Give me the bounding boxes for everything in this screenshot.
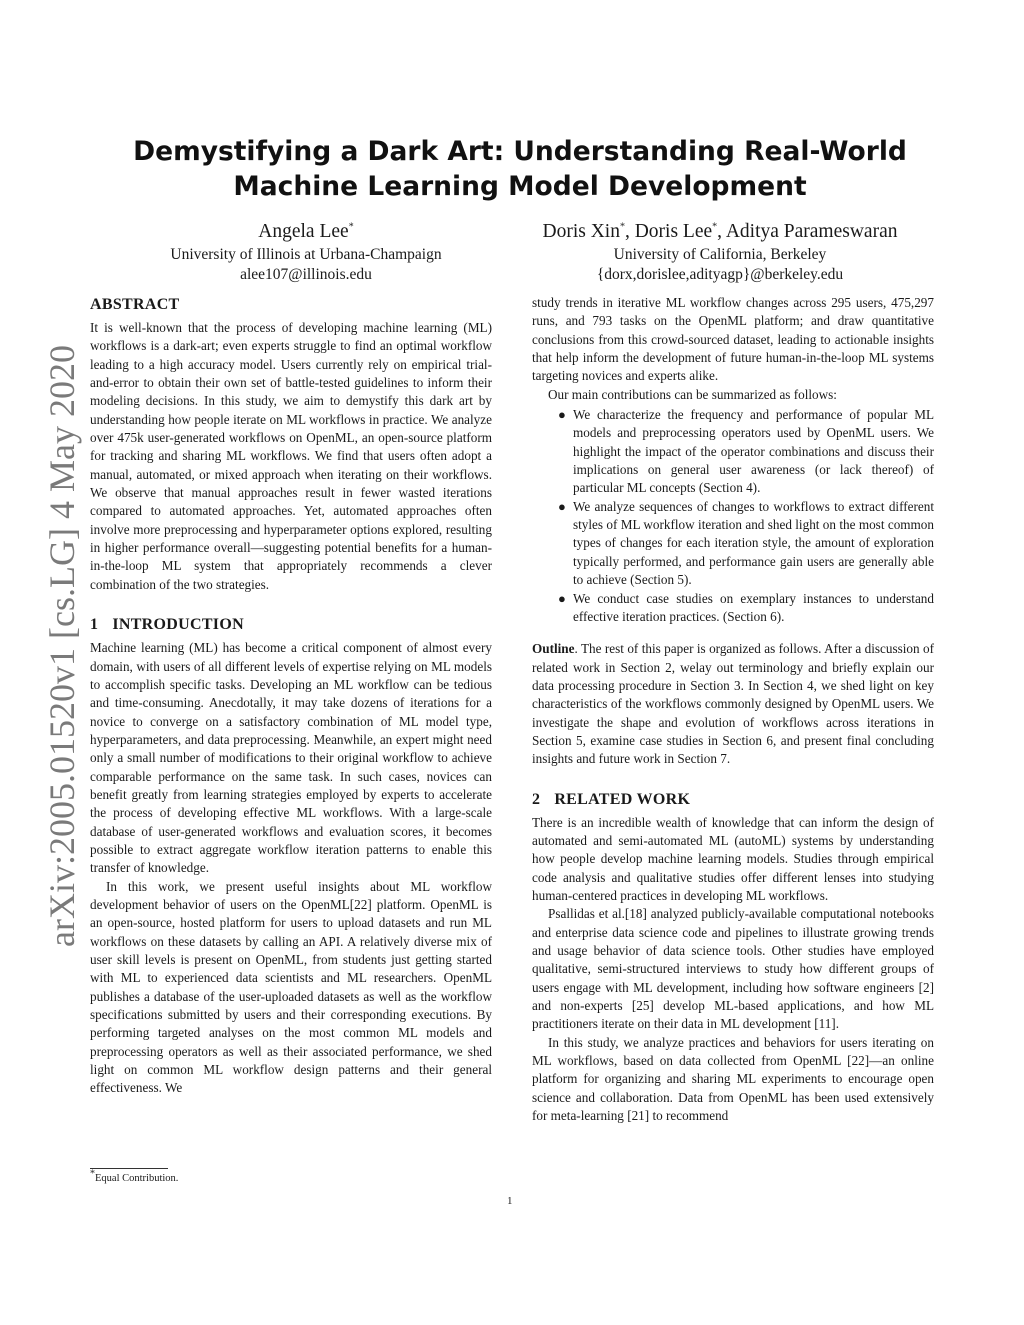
right-column	[532, 294, 934, 1125]
intro-paragraph-2: In this work, we present useful insights about ML workflow development behavior of users on the OpenML[22] platform. OpenML is an open-source, hosted platform for users to upload datasets and run ML workflows on these datasets by calling an API. A relatively diverse mix of user skill levels is present on OpenML, from students just getting started with ML to experienced data scientists and ML researchers. OpenML publishes a database of the user-uploaded datasets as well as the workflow specifications submitted by users and their corresponding executions. By performing targeted analyses on the most common ML models and preprocessing operators as well as their associated performance, we shed light on common ML workflow design patterns and their general effectiveness. We	[90, 878, 492, 1096]
related-work-paragraph-1: There is an incredible wealth of knowledge that can inform the design of automated and semi-automated ML (autoML) systems by understanding how people develop machine learning models. Studies through empirical code analysis and qualitative studies offer different lenses into studying human-centered practices in developing ML workflows.	[532, 814, 934, 903]
author-affiliation: University of Illinois at Urbana-Champaign	[170, 246, 442, 263]
footnote-divider	[90, 1168, 168, 1169]
author-block-left	[96, 219, 516, 285]
bullet-icon: ●	[558, 407, 566, 423]
author-email: {dorx,dorislee,adityagp}@berkeley.edu	[596, 266, 844, 283]
abstract-text: It is well-known that the process of developing machine learning (ML) workflows is a dark-art; even experts struggle to find an optimal workflow leading to a high accuracy model. Users currently rely on empirical trial-and-error to obtain their own set of battle-tested guidelines to inform their modeling decisions. In this study, we aim to demystify this dark art by understanding how people iterate on ML workflows in practice. We analyze over 475k user-generated workflows on OpenML, an open-source platform for tracking and sharing ML workflows. We find that users often adopt a manual, automated, or mixed approach when iterating on their workflows. We observe that manual approaches result in fewer wasted iterations compared to automated approaches. Yet, automated approaches often involve more preprocessing and hyperparameter options explored, resulting in higher performance overall—suggesting potential benefits for a human-in-the-loop ML system that appropriately recommends a clever combination of the two strategies.	[90, 320, 492, 592]
list-item: ● We analyze sequences of changes to workflows to extract different styles of ML workflow iteration and shed light on the most common types of changes for each iteration style, the amount of exploration typically performed, and performance gain users are generally able to achieve (Section 5).	[558, 498, 934, 588]
footnote: *Equal Contribution.	[90, 1168, 179, 1184]
list-item: ● We conduct case studies on exemplary instances to understand effective iteration practices. (Section 6).	[558, 590, 934, 624]
equal-contribution-mark: *	[348, 221, 354, 233]
section-heading-introduction: 1 INTRODUCTION	[90, 616, 244, 634]
author-affiliation: University of California, Berkeley	[613, 246, 827, 263]
author-names: Doris Xin*, Doris Lee*, Aditya Parameswaran	[542, 221, 898, 242]
author-email: alee107@illinois.edu	[240, 266, 372, 283]
arxiv-identifier: arXiv:2005.01520v1 [cs.LG] 4 May 2020	[42, 345, 82, 947]
page-number: 1	[507, 1195, 513, 1207]
intro-paragraph-1: Machine learning (ML) has become a critical component of almost every domain, with users of all different levels of expertise relying on ML models to accomplish specific tasks. Developing an ML workflow can be tedious and time-consuming. Anecdotally, it may take dozens of iterations for a novice to converge on a satisfactory combination of ML model type, hyperparameters, and data preprocessing. Meanwhile, an expert might need only a small number of modifications to their original workflow to achieve comparable performance on the same task. In such cases, novices can benefit greatly from learning strategies employed by experts to accelerate the process of developing effective ML workflows. With a large-scale database of user-generated workflows and evaluation scores, it becomes possible to extract aggregate workflow iteration patterns to enable this transfer of knowledge.	[90, 640, 492, 876]
intro-paragraph-3: study trends in iterative ML workflow changes across 295 users, 475,297 runs, and 793 tasks on the OpenML platform; and draw quantitative conclusions from this crowd-sourced dataset, leading to actionable insights that help inform the development of future human-in-the-loop ML systems targeting novices and experts alike.	[532, 295, 934, 384]
author-block-right	[505, 219, 935, 285]
abstract-heading: ABSTRACT	[90, 296, 180, 313]
list-item: ● We characterize the frequency and performance of popular ML models and preprocessing operators used by OpenML users. We highlight the impact of the operator combinations and discuss their implications on general user awareness (or lack thereof) of particular ML concepts (Section 4).	[558, 407, 934, 496]
contributions-list	[532, 406, 934, 626]
outline-paragraph: Outline. The rest of this paper is organized as follows. After a discussion of related work in Section 2, welay out terminology and briefly explain our data processing procedure in Section 3. In Section 4, we shed light on key characteristics of the workflows commonly designed by OpenML users. We investigate the shape and evolution of workflows across iterations in Section 5, examine case studies in Section 6, and present final concluding insights and future work in Section 7.	[532, 641, 934, 767]
title-line-2: Machine Learning Model Development	[233, 171, 807, 202]
equal-contribution-mark: *	[619, 221, 625, 233]
author-name: Angela Lee*	[258, 221, 354, 242]
left-column	[90, 294, 492, 1098]
title-line-1: Demystifying a Dark Art: Understanding Real-World	[133, 136, 907, 167]
section-heading-related-work: 2 RELATED WORK	[532, 790, 691, 808]
intro-paragraph-4: Our main contributions can be summarized as follows:	[548, 386, 837, 402]
bullet-icon: ●	[558, 590, 566, 606]
related-work-paragraph-2: Psallidas et al.[18] analyzed publicly-available computational notebooks and enterprise data science code and pipelines to illustrate growing trends and usage behavior of data science tools. Other studies have employed qualitative, semi-structured interviews to study how different groups of users engage with ML development, including how software engineers [2] and non-experts [25] develop ML-based applications, and how ML practitioners iterate on their data in ML development [11].	[532, 906, 934, 1032]
equal-contribution-mark: *	[712, 221, 718, 233]
related-work-paragraph-3: In this study, we analyze practices and behaviors for users iterating on ML workflows, based on data collected from OpenML [22]—an online platform for organizing and sharing ML experiments to encourage open science and collaboration. Data from OpenML has been used extensively for meta-learning [21] to recommend	[532, 1034, 934, 1124]
paper-title	[120, 134, 920, 204]
bullet-icon: ●	[558, 498, 566, 514]
